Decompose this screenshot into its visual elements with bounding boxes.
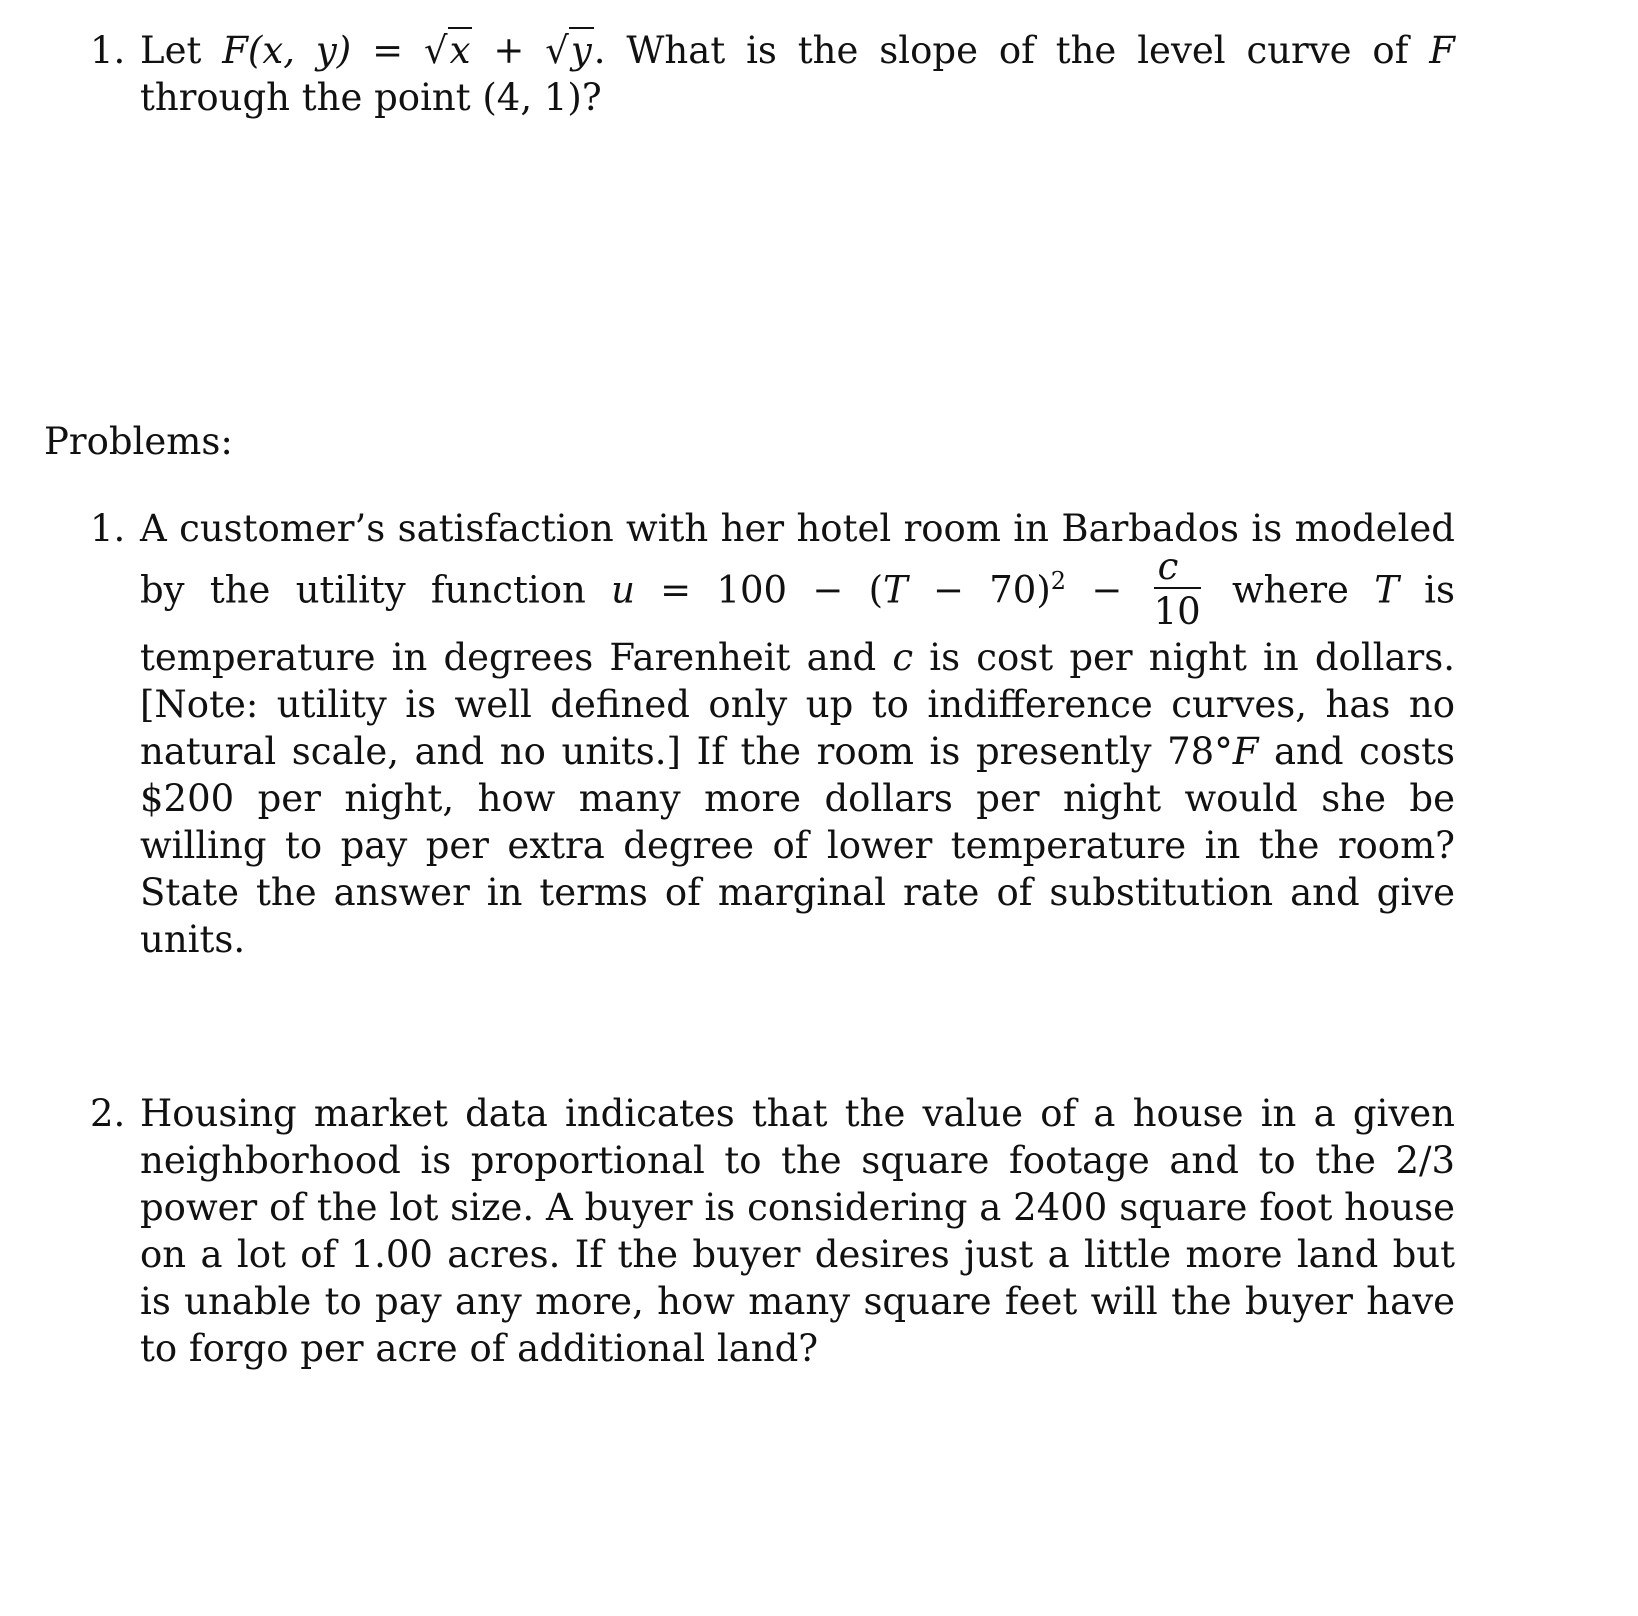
problem-1-number: 1.	[90, 507, 126, 550]
fraction-c-over-10: $\frac{c}{10}$	[1153, 545, 1201, 633]
problem-2-number: 2.	[90, 1092, 126, 1135]
sqrt-x: √x	[424, 29, 471, 72]
exercise-1	[90, 27, 1455, 121]
exercise-1-number: 1.	[90, 29, 126, 72]
exercise-1-text: Let F(x, y) = √x + √y. What is the slope of the level curve of F through the point (4, 1)?	[140, 29, 1455, 119]
sqrt-y: √y	[545, 29, 592, 72]
problem-1-text: A customer’s satisfaction with her hotel room in Barbados is modeled by the utility function $u = 100 - (T - 70)^2$ − $\frac{c}{10}$ where T is temperature in degrees Farenheit and c is cost per night in dollars. [Note: utility is well defined only up to indifference curves, has no natural scale, and no units.] If the room is presently 78°F and costs $200 per night, how many more dollars per night would she be willing to pay per extra degree of lower temperature in the room? State the answer in terms of marginal rate of substitution and give units.	[140, 507, 1455, 961]
problems-heading: Problems:	[44, 420, 233, 463]
problem-1	[90, 505, 1455, 963]
problem-2	[90, 1090, 1455, 1372]
problem-2-text: Housing market data indicates that the value of a house in a given neighborhood is proportional to the square footage and to the 2/3 power of the lot size. A buyer is considering a 2400 square foot house on a lot of 1.00 acres. If the buyer desires just a little more land but is unable to pay any more, how many square feet will the buyer have to forgo per acre of additional land?	[140, 1092, 1455, 1370]
